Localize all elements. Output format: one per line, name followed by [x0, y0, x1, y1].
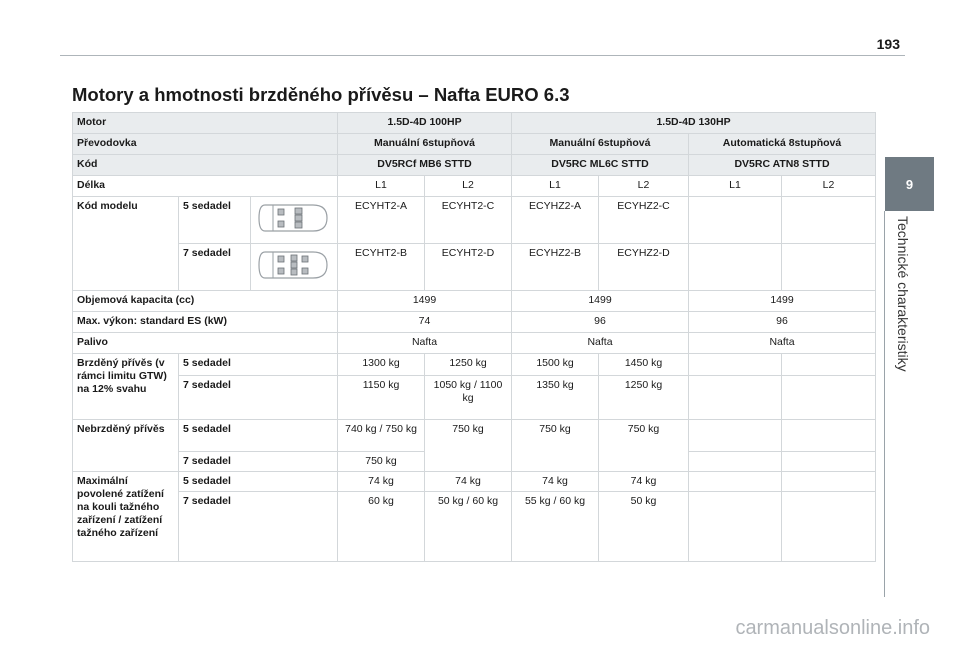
- noseweight-cell: 50 kg / 60 kg: [425, 492, 512, 562]
- page-title: Motory a hmotnosti brzděného přívěsu – Nafta EURO 6.3: [72, 84, 570, 105]
- table-row-noseweight-7: [73, 492, 876, 562]
- table-row-power: [73, 312, 876, 333]
- braked-cell: 1150 kg: [338, 376, 425, 420]
- model-code-label: Kód modelu: [73, 197, 179, 291]
- braked-cell: 1050 kg / 1100 kg: [425, 376, 512, 420]
- gearbox-cell: Manuální 6stupňová: [338, 134, 512, 155]
- page-number: 193: [876, 36, 900, 52]
- length-cell: L1: [512, 176, 599, 197]
- unbraked-label: Nebrzděný přívěs: [73, 420, 179, 472]
- capacity-cell: 1499: [689, 291, 876, 312]
- model-code-cell: ECYHT2-B: [338, 244, 425, 291]
- braked-label: Brzděný přívěs (v rámci limitu GTW) na 12% svahu: [73, 354, 179, 420]
- table-row-braked-7: [73, 376, 876, 420]
- unbraked-cell: 750 kg: [599, 420, 689, 472]
- empty-cell: [689, 492, 782, 562]
- table-row-unbraked-5: [73, 420, 876, 452]
- capacity-label: Objemová kapacita (cc): [73, 291, 338, 312]
- power-cell: 96: [512, 312, 689, 333]
- fuel-label: Palivo: [73, 333, 338, 354]
- motor-b: 1.5D-4D 130HP: [512, 113, 876, 134]
- seat-icon-7-cell: [251, 244, 338, 291]
- gearbox-cell: Automatická 8stupňová: [689, 134, 876, 155]
- motor-a: 1.5D-4D 100HP: [338, 113, 512, 134]
- model-code-cell: ECYHZ2-A: [512, 197, 599, 244]
- table-row-braked-5: [73, 354, 876, 376]
- noseweight-cell: 74 kg: [425, 472, 512, 492]
- braked-cell: 1500 kg: [512, 354, 599, 376]
- table-row-gearbox: [73, 134, 876, 155]
- unbraked-cell: 750 kg: [338, 452, 425, 472]
- length-cell: L2: [425, 176, 512, 197]
- seats-5-label: 5 sedadel: [179, 472, 338, 492]
- empty-cell: [689, 354, 782, 376]
- side-rule: [884, 211, 885, 597]
- table-row-length: [73, 176, 876, 197]
- length-cell: L1: [689, 176, 782, 197]
- braked-cell: 1350 kg: [512, 376, 599, 420]
- engine-spec-table: [72, 112, 876, 562]
- unbraked-cell: 740 kg / 750 kg: [338, 420, 425, 452]
- empty-cell: [782, 492, 876, 562]
- power-label: Max. výkon: standard ES (kW): [73, 312, 338, 333]
- code-cell: DV5RC ATN8 STTD: [689, 155, 876, 176]
- braked-cell: 1250 kg: [599, 376, 689, 420]
- empty-cell: [782, 376, 876, 420]
- table-row-code: [73, 155, 876, 176]
- chapter-tab[interactable]: 9: [885, 157, 934, 211]
- code-cell: DV5RC ML6C STTD: [512, 155, 689, 176]
- empty-cell: [689, 472, 782, 492]
- empty-cell: [782, 197, 876, 244]
- motor-label: Motor: [73, 113, 338, 134]
- empty-cell: [782, 244, 876, 291]
- table-row-capacity: [73, 291, 876, 312]
- empty-cell: [689, 197, 782, 244]
- empty-cell: [689, 244, 782, 291]
- braked-cell: 1450 kg: [599, 354, 689, 376]
- noseweight-cell: 60 kg: [338, 492, 425, 562]
- seats-5-label: 5 sedadel: [179, 420, 338, 452]
- table-row-model-5: [73, 197, 876, 244]
- seats-7-label: 7 sedadel: [179, 452, 338, 472]
- length-label: Délka: [73, 176, 338, 197]
- model-code-cell: ECYHZ2-D: [599, 244, 689, 291]
- fuel-cell: Nafta: [689, 333, 876, 354]
- noseweight-cell: 74 kg: [338, 472, 425, 492]
- noseweight-cell: 74 kg: [512, 472, 599, 492]
- gearbox-cell: Manuální 6stupňová: [512, 134, 689, 155]
- seven-seat-layout-icon: [255, 247, 331, 283]
- length-cell: L1: [338, 176, 425, 197]
- unbraked-cell: 750 kg: [512, 420, 599, 472]
- empty-cell: [689, 420, 782, 452]
- braked-cell: 1300 kg: [338, 354, 425, 376]
- model-code-cell: ECYHT2-A: [338, 197, 425, 244]
- table-row-motor: [73, 113, 876, 134]
- power-cell: 74: [338, 312, 512, 333]
- fuel-cell: Nafta: [338, 333, 512, 354]
- length-cell: L2: [782, 176, 876, 197]
- model-code-cell: ECYHT2-D: [425, 244, 512, 291]
- capacity-cell: 1499: [338, 291, 512, 312]
- seats-7-label: 7 sedadel: [179, 376, 338, 420]
- empty-cell: [782, 420, 876, 452]
- noseweight-label: Maximální povolené zatížení na kouli tažného zařízení / zatížení tažného zařízení: [73, 472, 179, 562]
- seats-7-label: 7 sedadel: [179, 492, 338, 562]
- model-code-cell: ECYHT2-C: [425, 197, 512, 244]
- noseweight-cell: 55 kg / 60 kg: [512, 492, 599, 562]
- empty-cell: [782, 354, 876, 376]
- code-cell: DV5RCf MB6 STTD: [338, 155, 512, 176]
- code-label: Kód: [73, 155, 338, 176]
- seat-icon-5-cell: [251, 197, 338, 244]
- watermark: carmanualsonline.info: [735, 617, 930, 639]
- table-row-model-7: [73, 244, 876, 291]
- noseweight-cell: 50 kg: [599, 492, 689, 562]
- seats-5-label: 5 sedadel: [179, 354, 338, 376]
- braked-cell: 1250 kg: [425, 354, 512, 376]
- empty-cell: [782, 452, 876, 472]
- gearbox-label: Převodovka: [73, 134, 338, 155]
- empty-cell: [689, 376, 782, 420]
- table-row-noseweight-5: [73, 472, 876, 492]
- model-code-cell: ECYHZ2-B: [512, 244, 599, 291]
- top-rule: [60, 55, 905, 56]
- seats-7-label: 7 sedadel: [179, 244, 251, 291]
- seats-5-label: 5 sedadel: [179, 197, 251, 244]
- empty-cell: [689, 452, 782, 472]
- model-code-cell: ECYHZ2-C: [599, 197, 689, 244]
- five-seat-layout-icon: [255, 200, 331, 236]
- table-row-fuel: [73, 333, 876, 354]
- noseweight-cell: 74 kg: [599, 472, 689, 492]
- chapter-title: Technické charakteristiky: [895, 216, 911, 372]
- unbraked-cell: 750 kg: [425, 420, 512, 472]
- empty-cell: [782, 472, 876, 492]
- fuel-cell: Nafta: [512, 333, 689, 354]
- length-cell: L2: [599, 176, 689, 197]
- capacity-cell: 1499: [512, 291, 689, 312]
- power-cell: 96: [689, 312, 876, 333]
